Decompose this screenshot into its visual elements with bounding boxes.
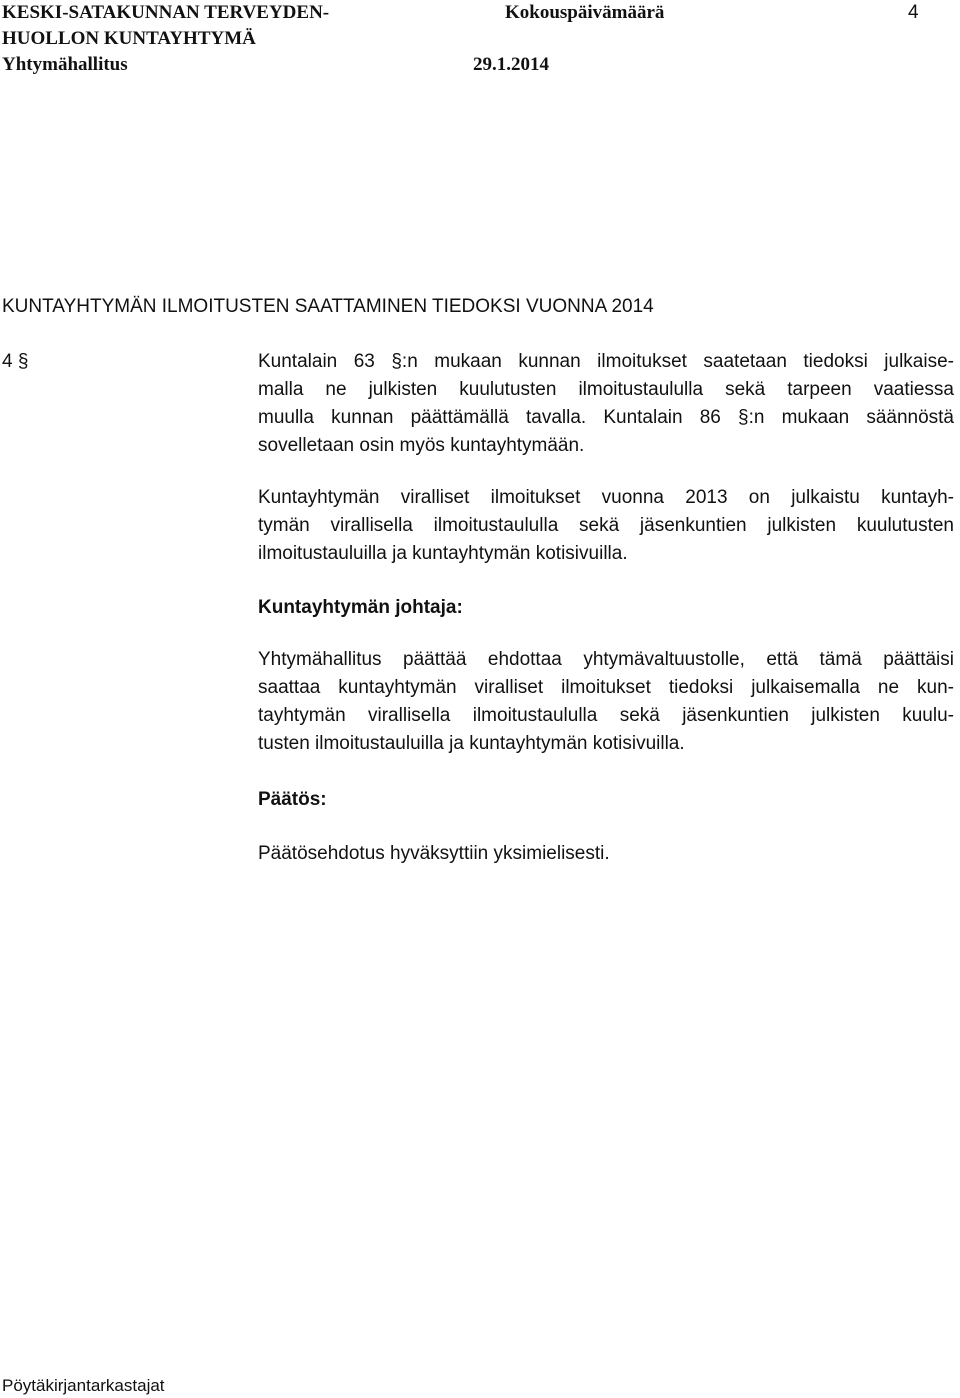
page-number: 4 [908,2,919,23]
organization-name-line1: KESKI-SATAKUNNAN TERVEYDEN- [2,2,330,23]
paragraph-previous-year [258,484,954,568]
section-title: KUNTAYHTYMÄN ILMOITUSTEN SAATTAMINEN TIEDOKSI VUONNA 2014 [2,296,654,317]
director-proposal [258,646,954,758]
paragraph-line: saattaa kuntayhtymän viralliset ilmoitukset tiedoksi julkaisemalla ne kun- [258,677,954,698]
footer-minutes-checkers: Pöytäkirjantarkastajat [2,1376,165,1395]
decision-heading: Päätös: [258,789,327,810]
paragraph-line: ilmoitustauluilla ja kuntayhtymän kotisivuilla. [258,543,628,564]
paragraph-line: tusten ilmoitustauluilla ja kuntayhtymän kotisivuilla. [258,733,685,754]
paragraph-line: Kuntayhtymän viralliset ilmoitukset vuonna 2013 on julkaistu kuntayh- [258,487,954,508]
meeting-date: 29.1.2014 [473,54,549,75]
director-heading: Kuntayhtymän johtaja: [258,597,463,618]
organization-name-line2: HUOLLON KUNTAYHTYMÄ [2,28,256,49]
meeting-date-label: Kokouspäivämäärä [505,2,665,23]
paragraph-line: muulla kunnan päättämällä tavalla. Kuntalain 86 §:n mukaan säännöstä [258,407,954,428]
paragraph-line: tymän virallisella ilmoitustaululla sekä jäsenkuntien julkisten kuulutusten [258,515,954,536]
paragraph-line: Yhtymähallitus päättää ehdottaa yhtymävaltuustolle, että tämä päättäisi [258,649,954,670]
section-number: 4 § [2,351,29,372]
paragraph-line: sovelletaan osin myös kuntayhtymään. [258,435,585,456]
body-name: Yhtymähallitus [2,54,128,75]
paragraph-line: malla ne julkisten kuulutusten ilmoitustaululla sekä tarpeen vaatiessa [258,379,954,400]
paragraph-line: tayhtymän virallisella ilmoitustaululla sekä jäsenkuntien julkisten kuulu- [258,705,954,726]
paragraph-line: Kuntalain 63 §:n mukaan kunnan ilmoitukset saatetaan tiedoksi julkaise- [258,351,954,372]
paragraph-legal-basis [258,348,954,460]
decision-text: Päätösehdotus hyväksyttiin yksimielisesti. [258,843,610,864]
